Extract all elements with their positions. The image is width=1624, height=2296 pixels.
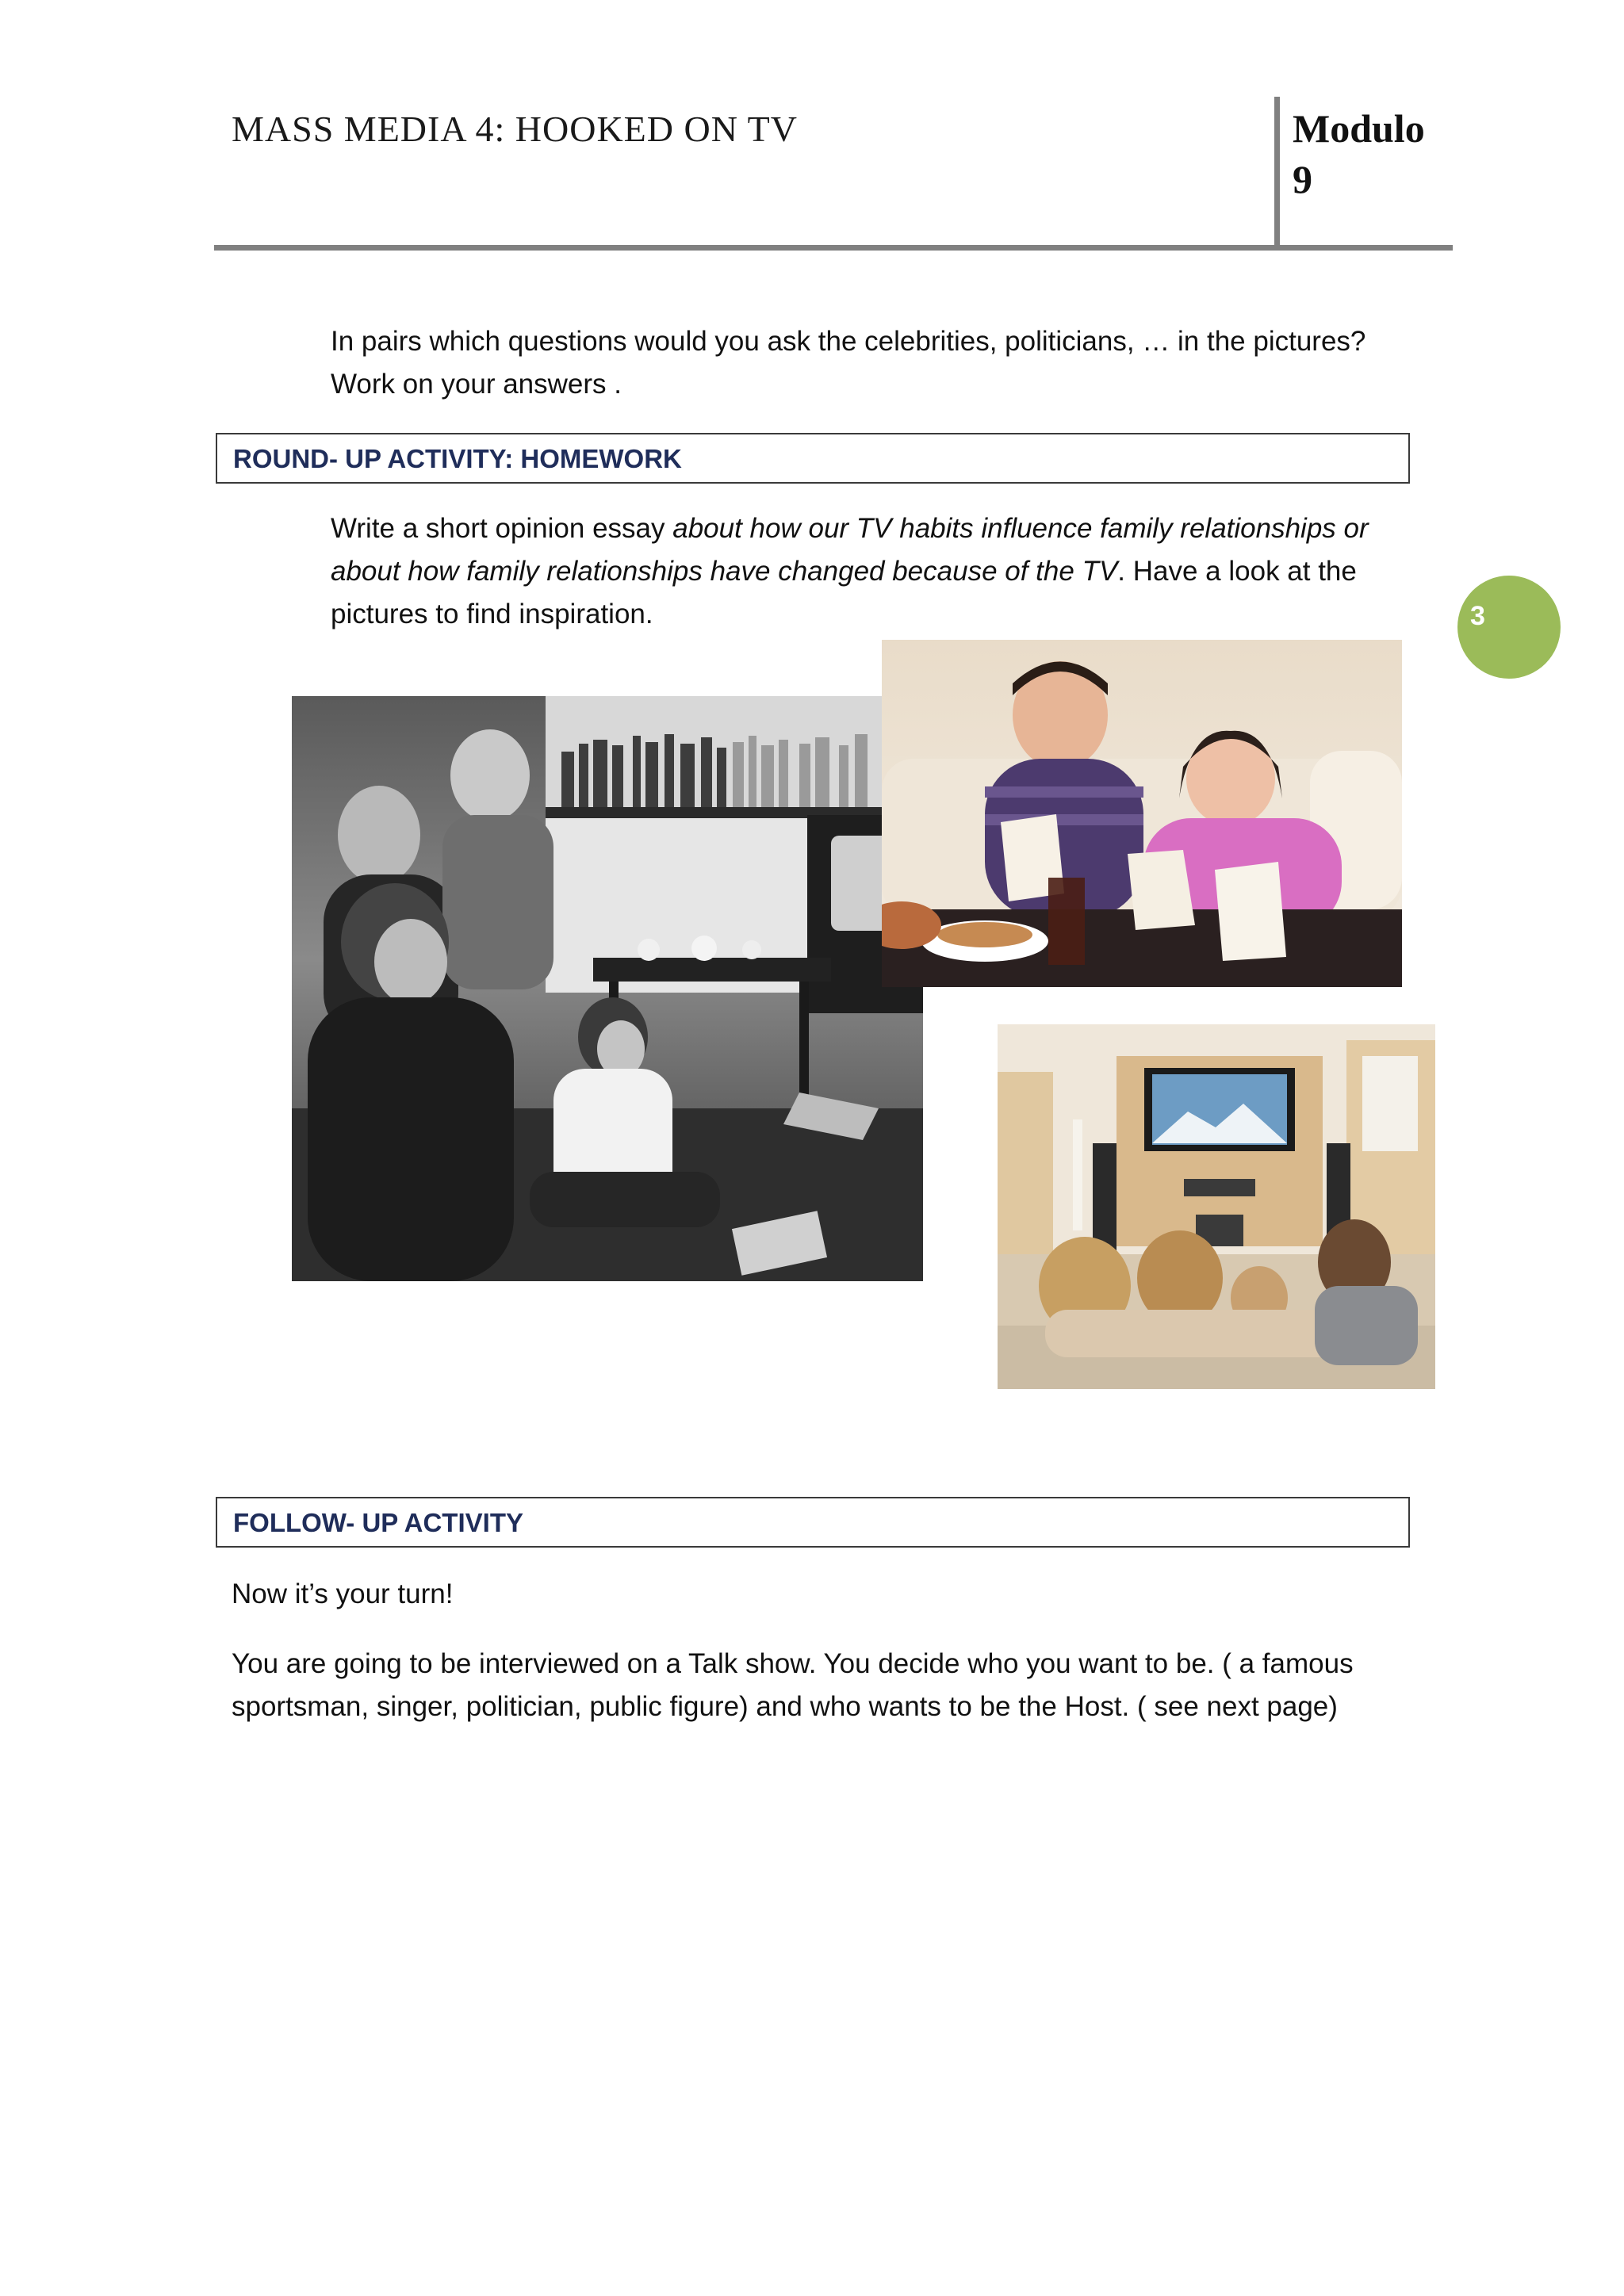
page-number-badge (1457, 576, 1561, 679)
document-title: MASS MEDIA 4: HOOKED ON TV (232, 109, 798, 149)
page-number: 3 (1470, 601, 1485, 631)
intro-line-1: In pairs which questions would you ask the celebrities, politicians, … in the pictures? (331, 326, 1366, 357)
round-up-heading-box (216, 433, 1410, 484)
essay-text-end: . Have a look at the pictures to find inspiration. (331, 556, 1357, 629)
intro-line-2: Work on your answers . (331, 369, 622, 400)
essay-text-italic: about how our TV habits influence family relationships or about how family relationships have changed because of the TV (331, 513, 1369, 587)
your-turn-text: Now it’s your turn! (232, 1578, 454, 1609)
essay-text-start: Write a short opinion essay (331, 513, 673, 544)
header-horizontal-divider (214, 245, 1453, 251)
round-up-heading: ROUND- UP ACTIVITY: HOMEWORK (233, 444, 682, 473)
module-label (1293, 103, 1425, 205)
follow-up-heading-box (216, 1497, 1410, 1548)
talk-show-instructions: You are going to be interviewed on a Talk show. You decide who you want to be. ( a famous sportsman, singer, politician, public figure) and who wants to be the Host. ( see next page) (232, 1648, 1354, 1722)
kids-takeout-sofa-photo (882, 640, 1402, 987)
essay-instructions (331, 507, 1433, 636)
modern-family-tv-photo (998, 1024, 1435, 1389)
module-label-word: Modulo (1293, 106, 1425, 151)
module-label-number: 9 (1293, 157, 1312, 201)
intro-paragraph (331, 320, 1433, 406)
header-vertical-divider (1274, 97, 1280, 247)
vintage-family-tv-photo (292, 696, 923, 1281)
follow-up-heading: FOLLOW- UP ACTIVITY (233, 1508, 523, 1537)
